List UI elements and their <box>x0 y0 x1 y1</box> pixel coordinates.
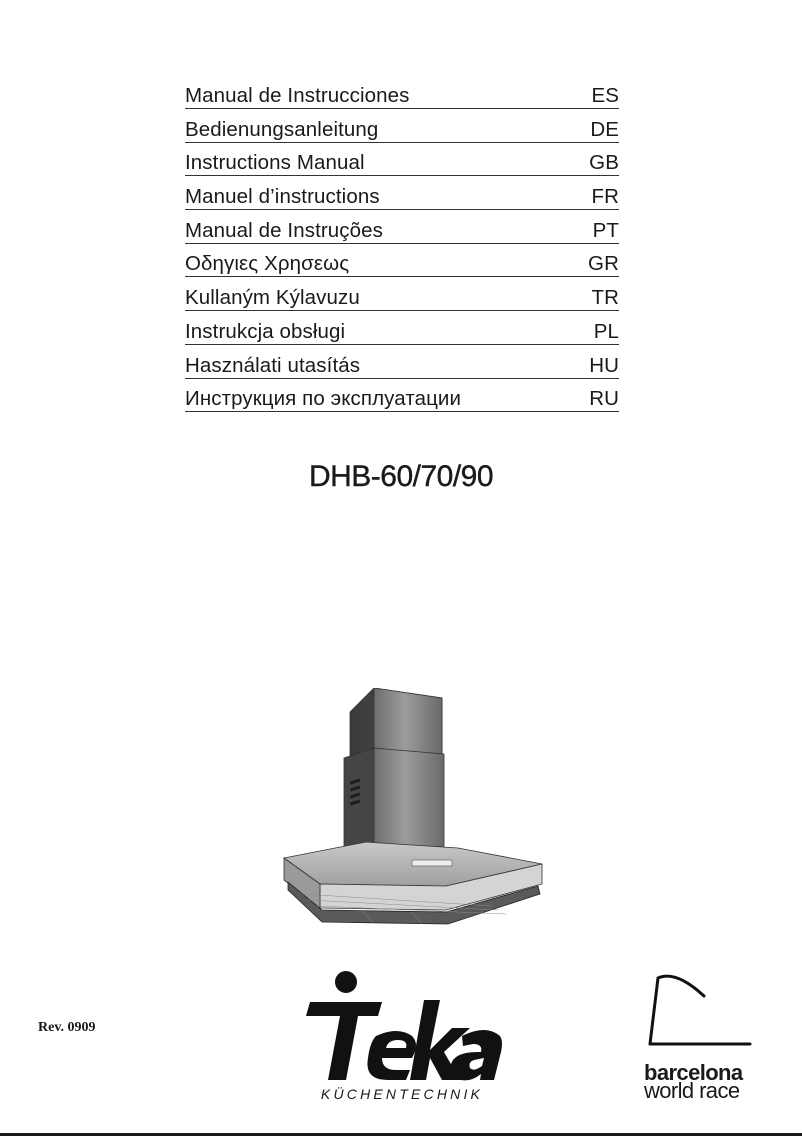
language-title: Manuel d’instructions <box>185 185 380 209</box>
sponsor-line-1: barcelona <box>644 1060 743 1085</box>
language-code: HU <box>589 353 619 377</box>
language-title: Instructions Manual <box>185 151 365 175</box>
language-row-pt <box>185 213 619 244</box>
language-code: GR <box>588 252 619 276</box>
range-hood-illustration <box>262 688 562 943</box>
language-code: TR <box>591 286 619 310</box>
language-list <box>185 78 619 415</box>
language-code: PT <box>592 218 619 242</box>
language-code: GB <box>589 151 619 175</box>
sponsor-line-2: world race <box>644 1078 740 1103</box>
language-title: Manual de Instruções <box>185 218 384 242</box>
language-row-es <box>185 78 619 109</box>
language-title: Instrukcja obsługi <box>185 319 346 343</box>
language-row-fr <box>185 179 619 210</box>
language-code: RU <box>589 387 619 411</box>
language-title: Manual de Instrucciones <box>185 84 410 107</box>
language-code: PL <box>593 319 619 343</box>
language-row-ru <box>185 381 619 412</box>
model-number: DHB-60/70/90 <box>308 460 494 493</box>
language-title: Használati utasítás <box>185 353 361 377</box>
language-row-de <box>185 112 619 143</box>
language-title: Инструкция по эксплуатации <box>185 387 462 411</box>
language-code: FR <box>591 185 619 209</box>
language-row-pl <box>185 314 619 345</box>
language-row-gr <box>185 246 619 277</box>
language-row-hu <box>185 348 619 379</box>
language-title: Kullaným Kýlavuzu <box>185 286 360 310</box>
language-title: Bedienungsanleitung <box>185 117 379 141</box>
teka-tagline: KÜCHENTECHNIK <box>320 1086 484 1102</box>
language-row-tr <box>185 280 619 311</box>
language-code: DE <box>590 117 619 141</box>
language-title: Οδηγιες Χρησεως <box>185 252 350 276</box>
language-code: ES <box>591 84 619 107</box>
language-row-gb <box>185 145 619 176</box>
barcelona-world-race-wordmark <box>644 1060 743 1103</box>
barcelona-world-race-logo-mark <box>636 974 756 1054</box>
revision-label: Rev. 0909 <box>38 1020 96 1035</box>
